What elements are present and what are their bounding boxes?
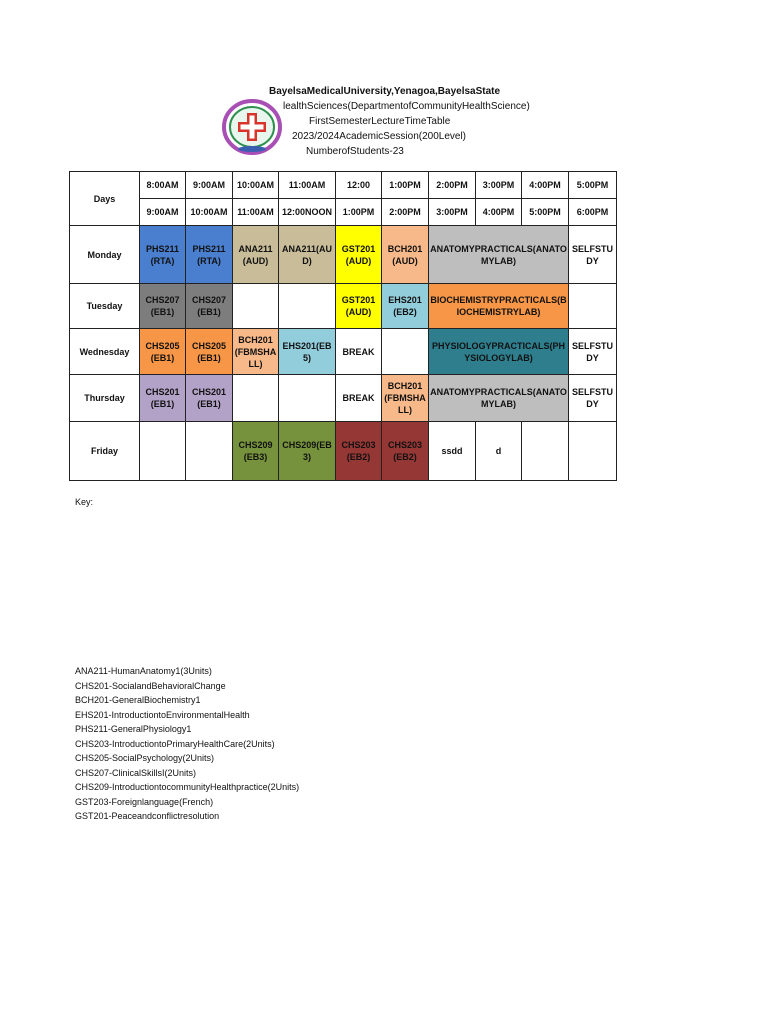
text-cell: d (476, 421, 522, 480)
time-start-cell: 9:00AM (186, 172, 233, 199)
self-study-cell: SELFSTUDY (569, 374, 617, 421)
empty-cell (279, 284, 336, 329)
legend-item: CHS203-IntroductiontoPrimaryHealthCare(2Units) (75, 738, 275, 749)
class-cell: GST201 (AUD) (336, 226, 382, 284)
university-logo-icon (222, 99, 282, 155)
class-cell: CHS209(EB3) (279, 421, 336, 480)
class-cell: PHS211 (RTA) (140, 226, 186, 284)
day-label: Thursday (70, 374, 140, 421)
time-end-cell: 11:00AM (233, 199, 279, 226)
row-friday (70, 421, 617, 480)
legend-item: EHS201-IntroductiontoEnvironmentalHealth (75, 709, 250, 720)
legend-item: ANA211-HumanAnatomy1(3Units) (75, 666, 212, 676)
class-cell: ANA211(AUD) (279, 226, 336, 284)
class-cell: PHS211 (RTA) (186, 226, 233, 284)
time-end-cell: 1:00PM (336, 199, 382, 226)
class-cell: CHS203 (EB2) (336, 421, 382, 480)
self-study-cell: SELFSTUDY (569, 329, 617, 374)
header-row-start (70, 172, 617, 199)
self-study-cell: SELFSTUDY (569, 226, 617, 284)
row-thursday (70, 374, 617, 421)
class-cell: CHS209 (EB3) (233, 421, 279, 480)
time-start-cell: 4:00PM (522, 172, 569, 199)
practical-cell: BIOCHEMISTRYPRACTICALS(BIOCHEMISTRYLAB) (429, 284, 569, 329)
day-label: Friday (70, 421, 140, 480)
session-title: 2023/2024AcademicSession(200Level) (292, 131, 467, 142)
time-start-cell: 2:00PM (429, 172, 476, 199)
time-end-cell: 5:00PM (522, 199, 569, 226)
break-cell: BREAK (336, 329, 382, 374)
empty-cell (233, 284, 279, 329)
practical-cell: PHYSIOLOGYPRACTICALS(PHYSIOLOGYLAB) (429, 329, 569, 374)
university-title: BayelsaMedicalUniversity,Yenagoa,BayelsaState (269, 86, 501, 97)
time-end-cell: 3:00PM (429, 199, 476, 226)
legend-item: GST201-Peaceandconflictresolution (75, 811, 220, 821)
class-cell: CHS207 (EB1) (186, 284, 233, 329)
course-legend (75, 664, 299, 824)
key-label: Key: (75, 497, 94, 507)
day-label: Wednesday (70, 329, 140, 374)
empty-cell (382, 329, 429, 374)
time-start-cell: 8:00AM (140, 172, 186, 199)
empty-cell (569, 284, 617, 329)
time-end-cell: 9:00AM (140, 199, 186, 226)
time-start-cell: 12:00 (336, 172, 382, 199)
class-cell: CHS207 (EB1) (140, 284, 186, 329)
practical-cell: ANATOMYPRACTICALS(ANATOMYLAB) (429, 374, 569, 421)
class-cell: GST201 (AUD) (336, 284, 382, 329)
timetable (69, 171, 617, 481)
class-cell: CHS203 (EB2) (382, 421, 429, 480)
empty-cell (569, 421, 617, 480)
class-cell: CHS201 (EB1) (140, 374, 186, 421)
time-end-cell: 2:00PM (382, 199, 429, 226)
legend-item: PHS211-GeneralPhysiology1 (75, 724, 192, 734)
time-start-cell: 1:00PM (382, 172, 429, 199)
legend-item: CHS205-SocialPsychology(2Units) (75, 753, 215, 763)
legend-item: CHS201-SocialandBehavioralChange (75, 680, 226, 691)
class-cell: CHS201 (EB1) (186, 374, 233, 421)
class-cell: BCH201 (FBMSHALL) (233, 329, 279, 374)
practical-cell: ANATOMYPRACTICALS(ANATOMYLAB) (429, 226, 569, 284)
timetable-title: FirstSemesterLectureTimeTable (309, 116, 451, 127)
empty-cell (279, 374, 336, 421)
time-start-cell: 11:00AM (279, 172, 336, 199)
class-cell: EHS201(EB5) (279, 329, 336, 374)
time-end-cell: 4:00PM (476, 199, 522, 226)
legend-item: GST203-Foreignlanguage(French) (75, 796, 214, 807)
row-tuesday (70, 284, 617, 329)
class-cell: CHS205 (EB1) (186, 329, 233, 374)
time-end-cell: 6:00PM (569, 199, 617, 226)
time-end-cell: 10:00AM (186, 199, 233, 226)
students-count: NumberofStudents-23 (306, 146, 404, 157)
empty-cell (522, 421, 569, 480)
empty-cell (233, 374, 279, 421)
class-cell: BCH201 (FBMSHALL) (382, 374, 429, 421)
days-header: Days (70, 172, 140, 226)
faculty-title: lealthSciences(DepartmentofCommunityHealthScience) (283, 101, 530, 112)
class-cell: BCH201 (AUD) (382, 226, 429, 284)
text-cell: ssdd (429, 421, 476, 480)
empty-cell (186, 421, 233, 480)
legend-item: CHS207-ClinicalSkillsI(2Units) (75, 767, 197, 778)
class-cell: ANA211(AUD) (233, 226, 279, 284)
row-wednesday (70, 329, 617, 374)
legend-item: BCH201-GeneralBiochemistry1 (75, 695, 201, 705)
day-label: Monday (70, 226, 140, 284)
time-start-cell: 5:00PM (569, 172, 617, 199)
day-label: Tuesday (70, 284, 140, 329)
class-cell: EHS201 (EB2) (382, 284, 429, 329)
legend-item: CHS209-IntroductiontocommunityHealthpractice(2Units) (75, 782, 300, 792)
header-row-end (70, 199, 617, 226)
time-end-cell: 12:00NOON (279, 199, 336, 226)
time-start-cell: 3:00PM (476, 172, 522, 199)
break-cell: BREAK (336, 374, 382, 421)
class-cell: CHS205 (EB1) (140, 329, 186, 374)
row-monday (70, 226, 617, 284)
time-start-cell: 10:00AM (233, 172, 279, 199)
empty-cell (140, 421, 186, 480)
